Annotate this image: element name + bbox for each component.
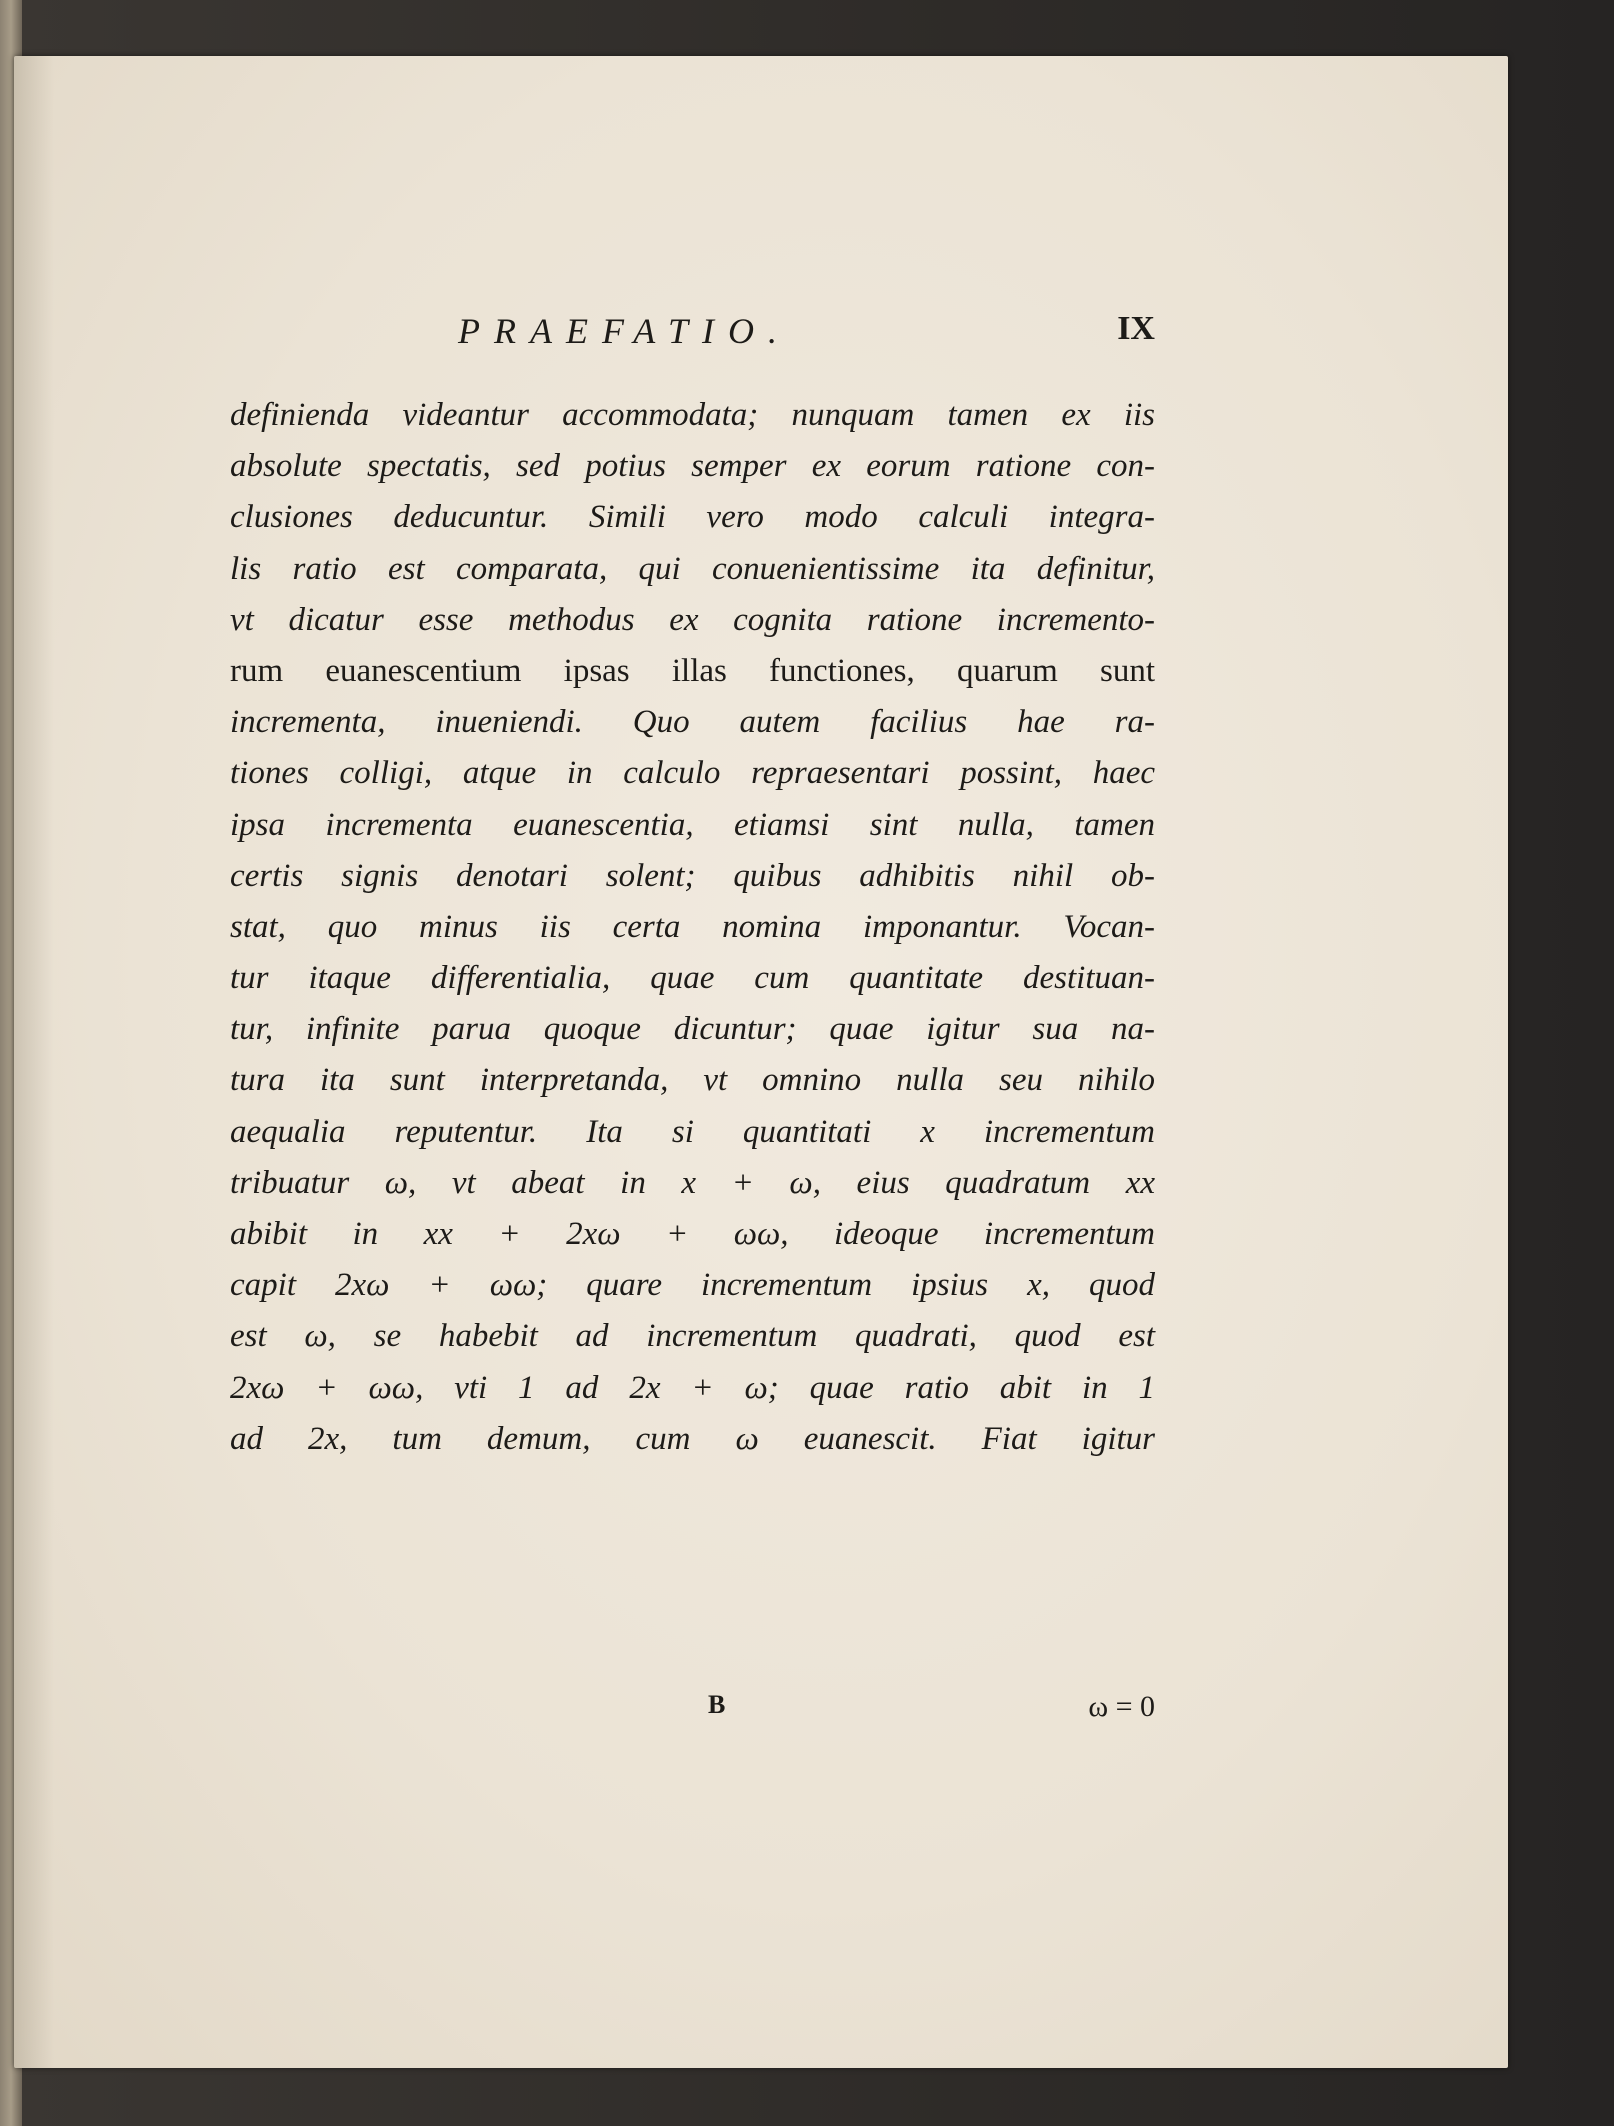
text-line: absolute spectatis, sed potius semper ex eorum ratione con-: [230, 448, 1155, 485]
signature-mark: B: [708, 1690, 726, 1719]
text-line: tur, infinite parua quoque dicuntur; quae igitur sua na-: [230, 1011, 1155, 1048]
page-gutter-shadow: [14, 56, 54, 2068]
text-line: 2xω + ωω, vti 1 ad 2x + ω; quae ratio abit in 1: [230, 1369, 1155, 1406]
body-text: [230, 390, 1155, 1465]
text-line: aequalia reputentur. Ita si quantitati x incrementum: [230, 1113, 1155, 1150]
text-line: incrementa, inueniendi. Quo autem facilius hae ra-: [230, 704, 1155, 741]
text-line: tiones colligi, atque in calculo repraesentari possint, haec: [230, 755, 1155, 792]
text-line: abibit in xx + 2xω + ωω, ideoque incrementum: [230, 1216, 1155, 1252]
running-head: PRAEFATIO.: [458, 311, 791, 351]
text-line: certis signis denotari solent; quibus adhibitis nihil ob-: [230, 857, 1155, 894]
text-line: capit 2xω + ωω; quare incrementum ipsius x, quod: [230, 1267, 1155, 1304]
text-line: stat, quo minus iis certa nomina imponantur. Vocan-: [230, 908, 1155, 945]
text-line: est ω, se habebit ad incrementum quadrati, quod est: [230, 1318, 1155, 1355]
catchword: ω = 0: [1088, 1690, 1155, 1723]
text-line: definienda videantur accommodata; nunquam tamen ex iis: [230, 397, 1155, 433]
text-line: ad 2x, tum demum, cum ω euanescit. Fiat igitur: [230, 1420, 1155, 1457]
page-number: IX: [1117, 310, 1155, 347]
text-line: ipsa incrementa euanescentia, etiamsi sint nulla, tamen: [230, 806, 1155, 843]
page-header: [230, 310, 1155, 380]
text-line: clusiones deducuntur. Simili vero modo calculi integra-: [230, 499, 1155, 536]
text-line: tura ita sunt interpretanda, vt omnino nulla seu nihilo: [230, 1062, 1155, 1099]
text-line: vt dicatur esse methodus ex cognita ratione incremento-: [230, 601, 1155, 638]
text-line: tribuatur ω, vt abeat in x + ω, eius quadratum xx: [230, 1164, 1155, 1201]
text-line: tur itaque differentialia, quae cum quantitate destituan-: [230, 960, 1155, 997]
text-line: rum euanescentium ipsas illas functiones, quarum sunt: [230, 652, 1155, 689]
text-line: lis ratio est comparata, qui conuenientissime ita definitur,: [230, 550, 1155, 587]
page-footer: [230, 1690, 1155, 1740]
